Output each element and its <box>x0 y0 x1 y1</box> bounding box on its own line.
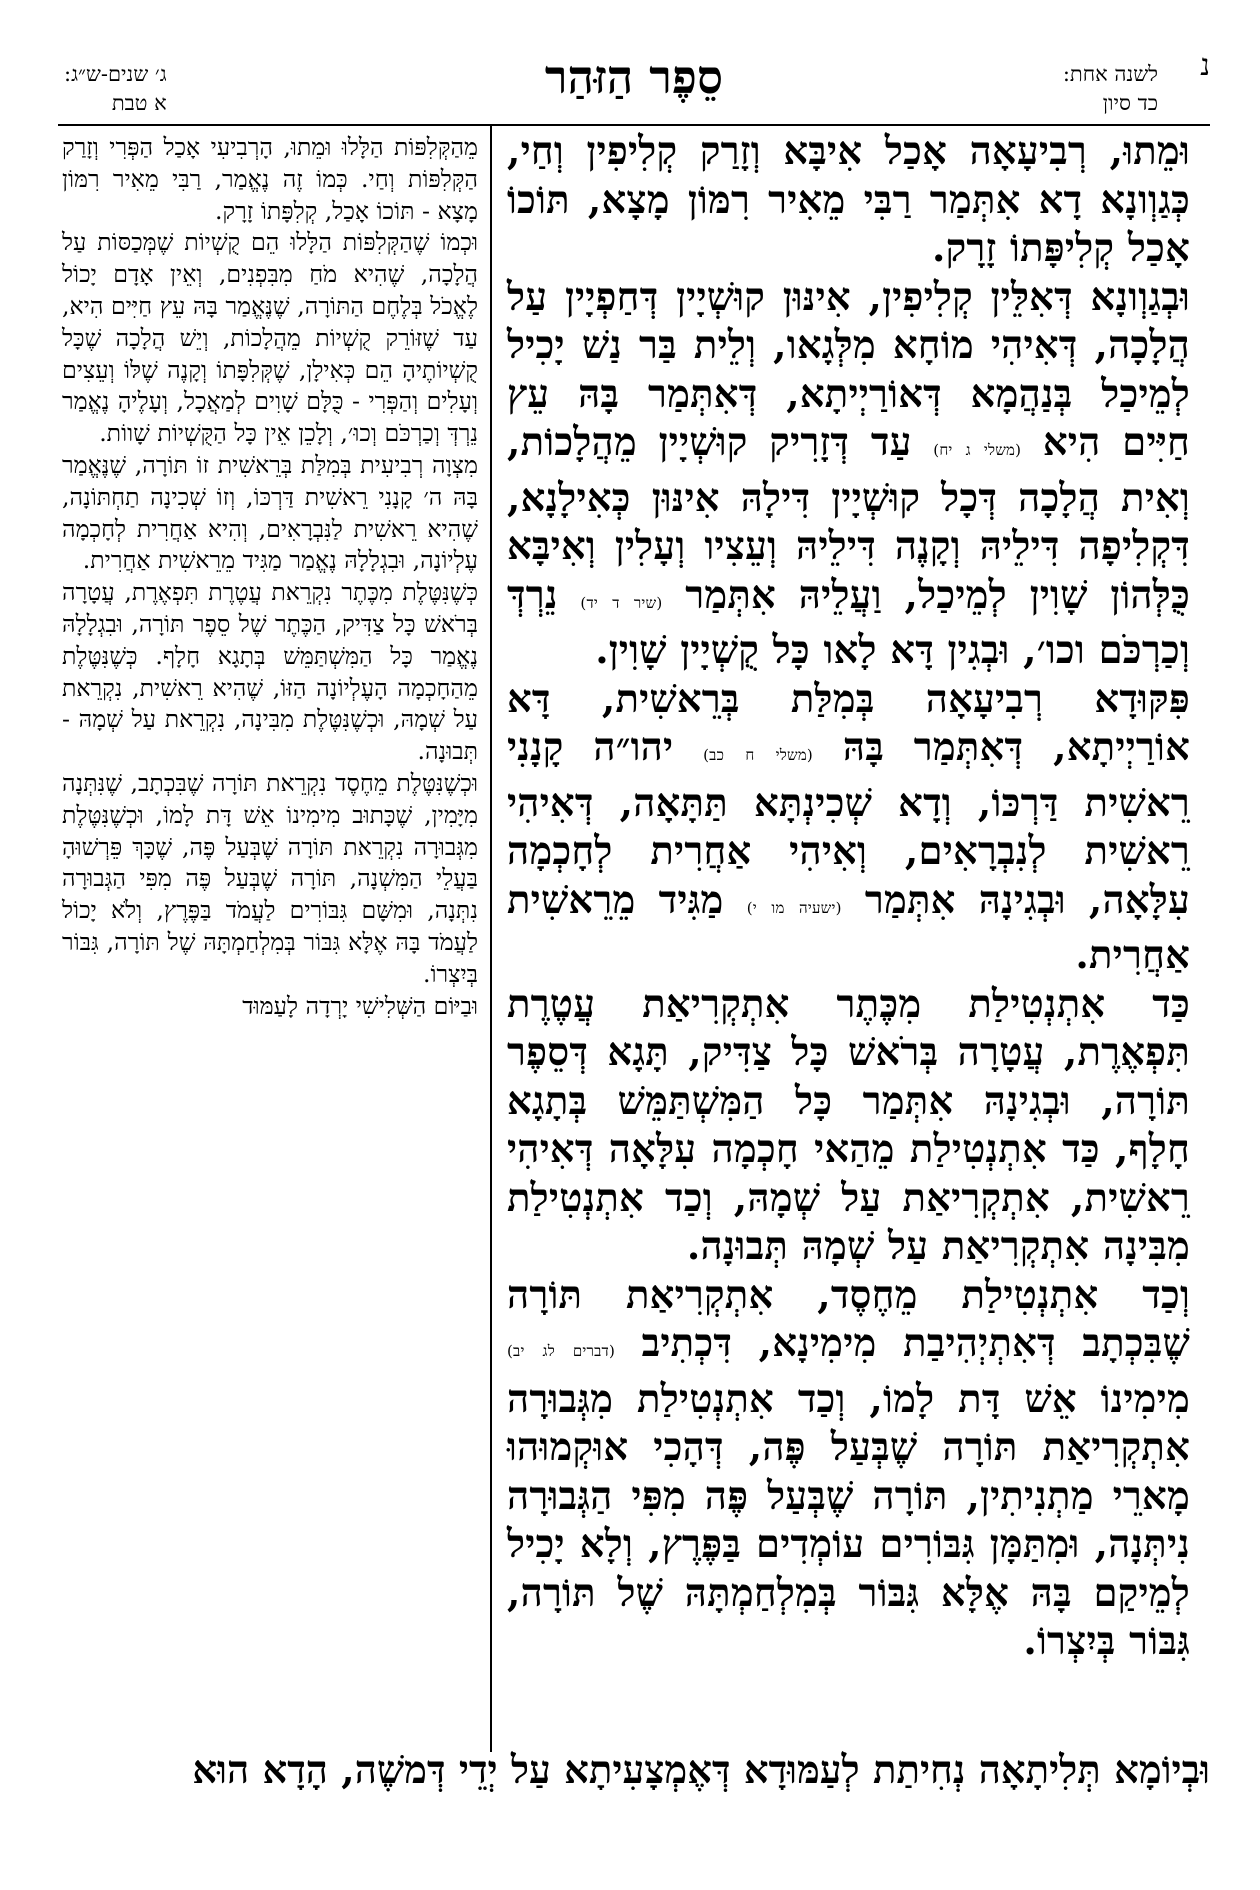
source-reference: (משלי ג יח) <box>933 441 1022 459</box>
paragraph: וּבְגַוְונָא דְּאִלֵּין קְלִיפִין, אִינּוּן קוּשְׁיָין דְּחַפְיָין עַל הֲלָכָה, דְּאִיהִי מוֹחָא מִלְּגָאו, וְלֵית בַּר נַשׁ יָכִיל לְמֵיכַל בְּנַהֲמָא דְּאוֹרַיְיתָא, דְּאִתְּמַר בָּהּ עֵץ חַיִּים הִיא (משלי ג יח) עַד דְּזָרִיק קוּשְׁיָין מֵהֲלָכוֹת, וְאִית הֲלָכָה דְּכָל קוּשְׁיָין דִּילָהּ אִינּוּן כְּאִילָנָא, דִּקְלִיפָה דִּילֵיהּ וְקָנֶה דִּילֵיהּ וְעֵצִיו וְעָלִין וְאִיבָּא כֻּלְּהוֹן שָׁוִין לְמֵיכַל, וַעֲלֵיהּ אִתְּמַר (שיר ד יד) נֵרְדְּ וְכַרְכֹּם וכו׳, וּבְגִין דָּא לָאו כָּל קֻשְׁיָין שָׁוִין. <box>507 274 1190 673</box>
page-header <box>58 46 1210 124</box>
paragraph: וּכְשֶׁנִּטֶּלֶת מֵחֶסֶד נִקְרֵאת תּוֹרָה שֶׁבִּכְתָב, שֶׁנִּתְּנָה מִיָּמִין, שֶׁכָּתוּב מִימִינוֹ אֵשׁ דָּת לָמוֹ, וּכְשֶׁנִּטֶּלֶת מִגְּבוּרָה נִקְרֵאת תּוֹרָה שֶׁבְּעַל פֶּה, שֶׁכָּךְ פֵּרְשׁוּהָ בַּעֲלֵי הַמִּשְׁנָה, תּוֹרָה שֶׁבְּעַל פֶּה מִפִּי הַגְּבוּרָה נִתְּנָה, וּמִשָּׁם גִּבּוֹרִים לַעֲמֹד בַּפֶּרֶץ, וְלֹא יָכוֹל לַעֲמֹד בָּהּ אֶלָּא גִּבּוֹר בְּמִלְחַמְתָּהּ שֶׁל תּוֹרָה, גִּבּוֹר בְּיִצְרוֹ. <box>62 768 478 988</box>
source-reference: (שיר ד יד) <box>580 593 663 612</box>
hebrew-translation-column <box>62 132 478 1742</box>
source-reference: (דברים לג יב) <box>507 1342 616 1360</box>
paragraph: וּמֵתוּ, רְבִיעָאָה אָכַל אִיבָּא וְזָרַק קְלִיפִין וְחַי, כְּגַוְונָא דָא אִתְּמַר רַבִּי מֵאִיר רִמּוֹן מָצָא, תּוֹכוֹ אָכַל קְלִיפָּתוֹ זָרָק. <box>507 129 1190 271</box>
schedule-date: א טבת <box>111 91 167 115</box>
schedule-label: לשנה אחת: <box>1062 62 1158 86</box>
paragraph: וּכְמוֹ שֶׁהַקְּלִפּוֹת הַלָּלוּ הֵם קֻשְׁיוֹת שֶׁמְּכַסּוֹת עַל הֲלָכָה, שֶׁהִיא מֹחַ מִבִּפְנִים, וְאֵין אָדָם יָכוֹל לֶאֱכֹל בְּלֶחֶם הַתּוֹרָה, שֶׁנֶּאֱמַר בָּהּ עֵץ חַיִּים הִיא, עַד שֶׁזּוֹרֵק קֻשְׁיוֹת מֵהֲלָכוֹת, וְיֵשׁ הֲלָכָה שֶׁכָּל קֻשְׁיוֹתֶיהָ הֵם כְּאִילָן, שֶׁקְּלִפָּתוֹ וְקָנֶה שֶׁלּוֹ וְעֵצִים וְעָלִים וְהַפְּרִי - כֻּלָּם שָׁוִים לְמַאֲכָל, וְעָלֶיהָ נֶאֱמַר נֵרְדְּ וְכַרְכֹּם וְכוּ׳, וְלָכֵן אֵין כָּל הַקֻּשְׁיוֹת שָׁווֹת. <box>62 228 478 448</box>
paragraph: מִצְוָה רְבִיעִית בְּמִלַּת בְּרֵאשִׁית זוֹ תּוֹרָה, שֶׁנֶּאֱמַר בָּהּ ה׳ קָנָנִי רֵאשִׁית דַּרְכּוֹ, וְזוֹ שְׁכִינָה תַחְתּוֹנָה, שֶׁהִיא רֵאשִׁית לַנִּבְרָאִים, וְהִיא אַחֲרִית לְחָכְמָה עֶלְיוֹנָה, וּבִגְלָלָהּ נֶאֱמַר מַגִּיד מֵרֵאשִׁית אַחֲרִית. <box>62 450 478 575</box>
paragraph: פִּקּוּדָא רְבִיעָאָה בְּמִלַּת בְּרֵאשִׁית, דָּא אוֹרַיְיתָא, דְּאִתְּמַר בָּהּ (משלי ח כב) יהו״ה קָנָנִי רֵאשִׁית דַּרְכּוֹ, וְדָא שְׁכִינְתָּא תַּתָּאָה, דְּאִיהִי רֵאשִׁית לְנִבְרָאִים, וְאִיהִי אַחֲרִית לְחָכְמָה עִלָּאָה, וּבְגִינָהּ אִתְּמַר (ישעיה מו י) מַגִּיד מֵרֵאשִׁית אַחֲרִית. <box>507 676 1190 978</box>
aramaic-text-column <box>507 128 1190 1746</box>
schedule-label: ג׳ שנים-ש״ג: <box>64 62 167 86</box>
header-rule <box>58 124 1210 126</box>
schedule-date: כד סיון <box>1102 91 1158 115</box>
paragraph: וְכַד אִתְנְטִילַת מֵחֶסֶד, אִתְקְרִיאַת תּוֹרָה שֶׁבִּכְתָב דְּאִתְיְהִיבַת מִימִינָא, דִּכְתִיב (דברים לג יב) מִימִינוֹ אֵשׁ דָּת לָמוֹ, וְכַד אִתְנְטִילַת מִגְּבוּרָה אִתְקְרִיאַת תּוֹרָה שֶׁבְּעַל פֶּה, דְּהָכִי אוּקְמוּהוּ מָארֵי מַתְנִיתִין, תּוֹרָה שֶׁבְּעַל פֶּה מִפִּי הַגְּבוּרָה נִיתְּנָה, וּמִתַּמָּן גִּבּוֹרִים עוֹמְדִים בַּפֶּרֶץ, וְלָא יָכִיל לְמֵיקַם בָּהּ אֶלָּא גִּבּוֹר בְּמִלְחַמְתָּהּ שֶׁל תּוֹרָה, גִּבּוֹר בְּיִצְרוֹ. <box>507 1272 1190 1664</box>
paragraph: וּבַיּוֹם הַשְּׁלִישִׁי יָרְדָה לָעַמּוּד <box>242 991 478 1020</box>
page-number: נ <box>1200 48 1210 83</box>
source-reference: (ישעיה מו י) <box>746 898 842 917</box>
continuation-line: וּבְיוֹמָא תְּלִיתָאָה נְחִיתַת לְעַמּוּדָא דְּאֶמְצָעִיתָא עַל יְדֵי דְּמשֶׁה, הָדָא הוּא <box>192 1748 1210 1793</box>
paragraph: כְּשֶׁנִּטֶּלֶת מִכֶּתֶר נִקְרֵאת עֲטֶרֶת תִּפְאֶרֶת, עֲטָרָה בְּרֹאשׁ כָּל צַדִּיק, הַכֶּתֶר שֶׁל סֵפֶר תּוֹרָה, וּבִגְלָלָהּ נֶאֱמַר כָּל הַמִּשְׁתַּמֵּשׁ בְּתָגָא חָלָף. כְּשֶׁנִּטֶּלֶת מֵהַחָכְמָה הָעֶלְיוֹנָה הַזּוֹ, שֶׁהִיא רֵאשִׁית, נִקְרֵאת עַל שְׁמָהּ, וּכְשֶׁנִּטֶּלֶת מִבִּינָה, נִקְרֵאת עַל שְׁמָהּ - תְּבוּנָה. <box>62 578 478 766</box>
paragraph: כַּד אִתְנְטִילַת מִכֶּתֶר אִתְקְרִיאַת עֲטֶרֶת תִּפְאֶרֶת, עֲטָרָה בְּרֹאשׁ כָּל צַדִּיק, תָּגָא דְּסֵפֶר תּוֹרָה, וּבְגִינָהּ אִתְּמַר כָּל הַמִּשְׁתַּמֵּשׁ בְּתָגָא חָלָף, כַּד אִתְנְטִילַת מֵהַאי חָכְמָה עִלָּאָה דְּאִיהִי רֵאשִׁית, אִתְקְרִיאַת עַל שְׁמָהּ, וְכַד אִתְנְטִילַת מִבִּינָה אִתְקְרִיאַת עַל שְׁמָהּ תְּבוּנָה. <box>507 981 1190 1269</box>
book-title: סֵפֶר הַזּהַר <box>544 50 724 104</box>
source-reference: (משלי ח כב) <box>703 746 813 764</box>
column-divider <box>490 124 492 1752</box>
daily-schedule-three-years <box>64 60 167 118</box>
paragraph: מֵהַקְּלִפּוֹת הַלָּלוּ וּמֵתוּ, הָרְבִיעִי אָכַל הַפְּרִי וְזָרַק הַקְּלִפּוֹת וְחַי. כְּמוֹ זֶה נֶאֱמַר, רַבִּי מֵאִיר רִמּוֹן מָצָא - תּוֹכוֹ אָכַל, קְלִפָּתוֹ זָרָק. <box>62 133 478 225</box>
